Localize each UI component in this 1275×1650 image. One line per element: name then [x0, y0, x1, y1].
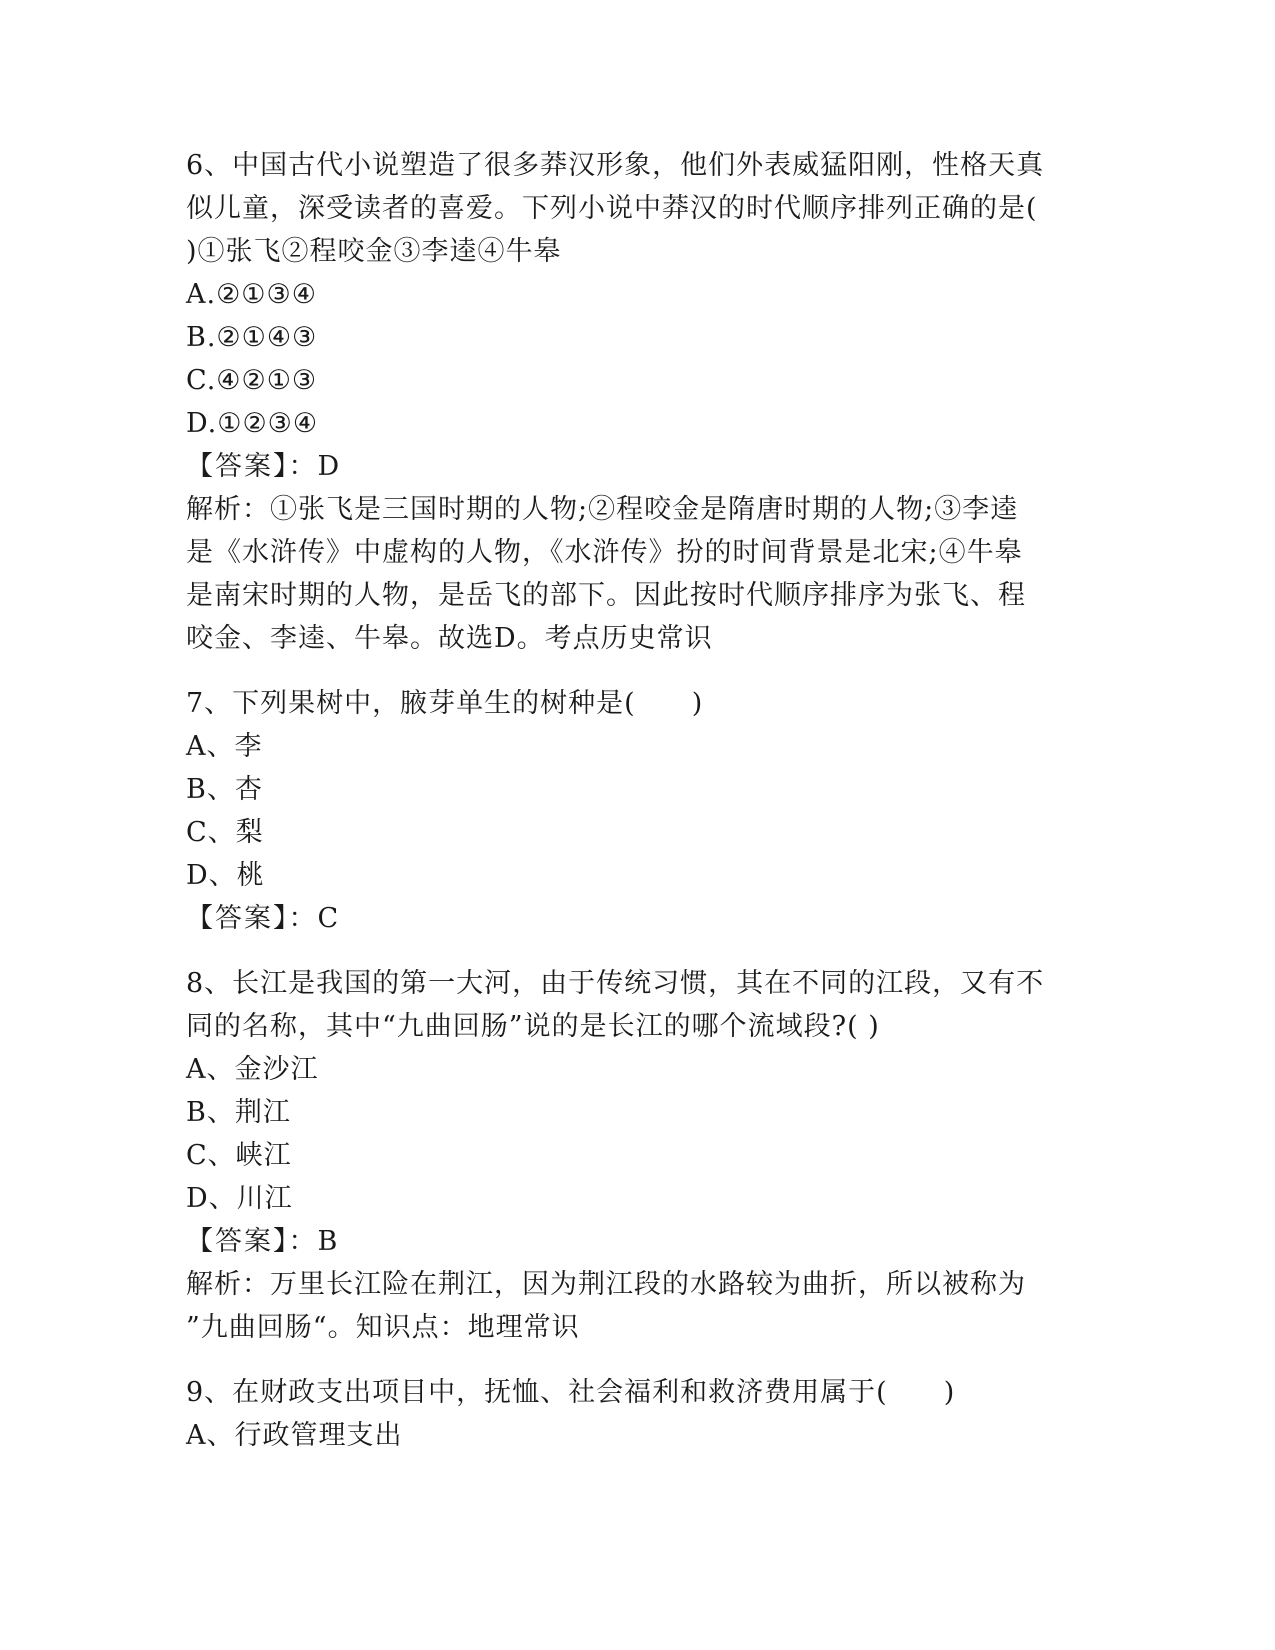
question-stem-line: 似儿童，深受读者的喜爱。下列小说中莽汉的时代顺序排列正确的是( — [186, 193, 1038, 224]
document-page — [186, 144, 1086, 1457]
spacer — [186, 1349, 1086, 1371]
question-stem-line: 7、下列果树中，腋芽单生的树种是( ) — [186, 688, 704, 719]
option-b: B、荆江 — [186, 1097, 291, 1128]
option-d: D、川江 — [186, 1183, 293, 1214]
question-stem-line: 6、中国古代小说塑造了很多莽汉形象，他们外表威猛阳刚，性格天真 — [186, 150, 1045, 181]
analysis-line: 咬金、李逵、牛皋。故选D。考点历史常识 — [186, 623, 713, 654]
option-b: B、杏 — [186, 774, 263, 805]
question-stem-line: 9、在财政支出项目中，抚恤、社会福利和救济费用属于( ) — [186, 1377, 956, 1408]
analysis-line: 解析：①张飞是三国时期的人物;②程咬金是隋唐时期的人物;③李逵 — [186, 494, 1019, 525]
option-a: A、金沙江 — [186, 1054, 319, 1085]
option-a: A.②①③④ — [186, 279, 317, 310]
option-d: D、桃 — [186, 860, 265, 891]
analysis-line: 是《水浒传》中虚构的人物，《水浒传》扮的时间背景是北宋;④牛皋 — [186, 537, 1023, 568]
option-a: A、李 — [186, 731, 263, 762]
analysis-line: 是南宋时期的人物，是岳飞的部下。因此按时代顺序排序为张飞、程 — [186, 580, 1026, 611]
spacer — [186, 940, 1086, 962]
answer-line: 【答案】：C — [186, 903, 341, 934]
option-c: C、峡江 — [186, 1140, 292, 1171]
option-b: B.②①④③ — [186, 322, 318, 353]
option-c: C、梨 — [186, 817, 264, 848]
analysis-line: 解析：万里长江险在荆江，因为荆江段的水路较为曲折，所以被称为 — [186, 1269, 1026, 1300]
option-a: A、行政管理支出 — [186, 1420, 403, 1451]
question-7 — [186, 682, 1086, 940]
answer-line: 【答案】：B — [186, 1226, 340, 1257]
question-9 — [186, 1371, 1086, 1457]
option-d: D.①②③④ — [186, 408, 319, 439]
question-stem-line: )①张飞②程咬金③李逵④牛皋 — [186, 236, 562, 267]
answer-line: 【答案】：D — [186, 451, 342, 482]
question-stem-line: 同的名称，其中“九曲回肠”说的是长江的哪个流域段?( ) — [186, 1011, 880, 1042]
question-6 — [186, 144, 1086, 660]
question-stem-line: 8、长江是我国的第一大河，由于传统习惯，其在不同的江段，又有不 — [186, 968, 1045, 999]
spacer — [186, 660, 1086, 682]
analysis-line: ”九曲回肠“。知识点：地理常识 — [186, 1312, 580, 1343]
question-8 — [186, 962, 1086, 1349]
option-c: C.④②①③ — [186, 365, 318, 396]
